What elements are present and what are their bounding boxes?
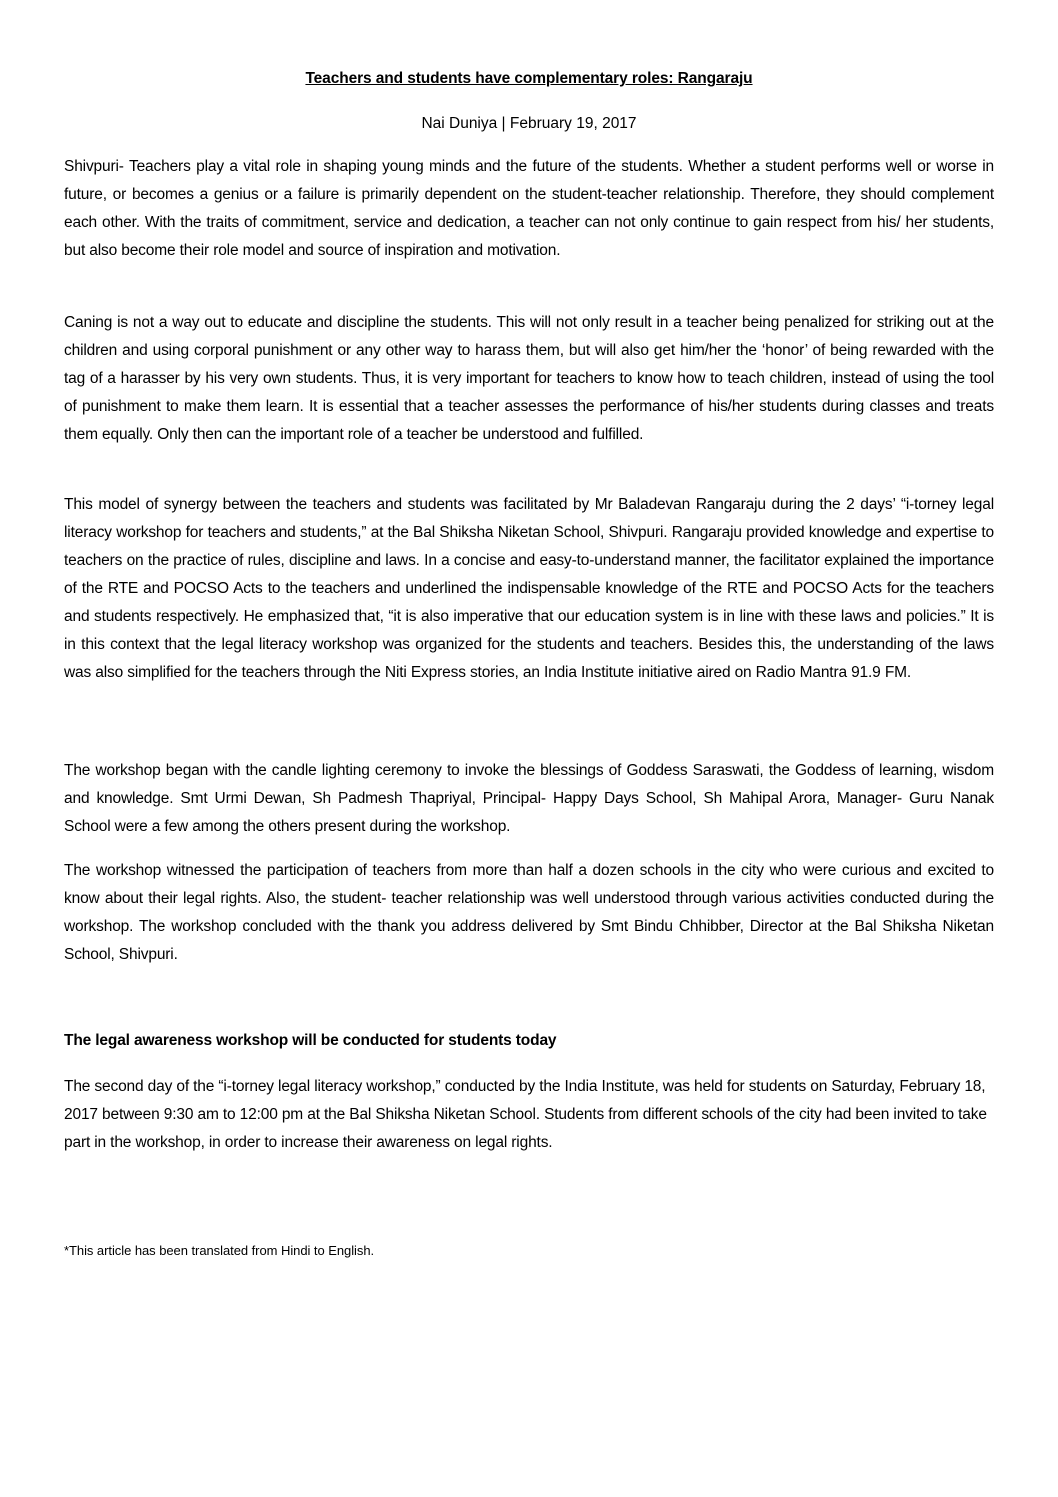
translation-footnote: *This article has been translated from Hindi to English.: [64, 1243, 375, 1258]
paragraph-2: Caning is not a way out to educate and discipline the students. This will not only result in a teacher being penalized for striking out at the children and using corporal punishment or any other way to harass them, but will also get him/her the ‘honor’ of being rewarded with the tag of a harasser by his very own students. Thus, it is very important for teachers to know how to teach children, instead of using the tool of punishment to make them learn. It is essential that a teacher assesses the performance of his/her students during classes and treats them equally. Only then can the important role of a teacher be understood and fulfilled.: [64, 314, 994, 443]
paragraph-4: The workshop began with the candle lighting ceremony to invoke the blessings of Goddess Saraswati, the Goddess of learning, wisdom and knowledge. Smt Urmi Dewan, Sh Padmesh Thapriyal, Principal- Happy Days School, Sh Mahipal Arora, Manager- Guru Nanak School were a few among the others present during the workshop.: [64, 762, 994, 835]
article-title: Teachers and students have complementary roles: Rangaraju: [305, 70, 753, 87]
section-subheading: The legal awareness workshop will be conducted for students today: [64, 1032, 557, 1049]
article-byline: Nai Duniya | February 19, 2017: [421, 115, 637, 132]
paragraph-1: Shivpuri- Teachers play a vital role in shaping young minds and the future of the students. Whether a student performs well or worse in future, or becomes a genius or a failure is primarily dependent on the student-teacher relationship. Therefore, they should complement each other. With the traits of commitment, service and dedication, a teacher can not only continue to gain respect from his/ her students, but also become their role model and source of inspiration and motivation.: [64, 158, 994, 259]
paragraph-5: The workshop witnessed the participation of teachers from more than half a dozen schools in the city who were curious and excited to know about their legal rights. Also, the student- teacher relationship was well understood through various activities conducted during the workshop. The workshop concluded with the thank you address delivered by Smt Bindu Chhibber, Director at the Bal Shiksha Niketan School, Shivpuri.: [64, 862, 994, 963]
paragraph-3: This model of synergy between the teachers and students was facilitated by Mr Baladevan Rangaraju during the 2 days’ “i-torney legal literacy workshop for teachers and students,” at the Bal Shiksha Niketan School, Shivpuri. Rangaraju provided knowledge and expertise to teachers on the practice of rules, discipline and laws. In a concise and easy-to-understand manner, the facilitator explained the importance of the RTE and POCSO Acts to the teachers and underlined the indispensable knowledge of the RTE and POCSO Acts for the teachers and students respectively. He emphasized that, “it is also imperative that our education system is in line with these laws and policies.” It is in this context that the legal literacy workshop was organized for the students and teachers. Besides this, the understanding of the laws was also simplified for the teachers through the Niti Express stories, an India Institute initiative aired on Radio Mantra 91.9 FM.: [64, 496, 994, 681]
closing-paragraph: The second day of the “i-torney legal literacy workshop,” conducted by the India Institute, was held for students on Saturday, February 18, 2017 between 9:30 am to 12:00 pm at the Bal Shiksha Niketan School. Students from different schools of the city had been invited to take part in the workshop, in order to increase their awareness on legal rights.: [64, 1078, 987, 1151]
